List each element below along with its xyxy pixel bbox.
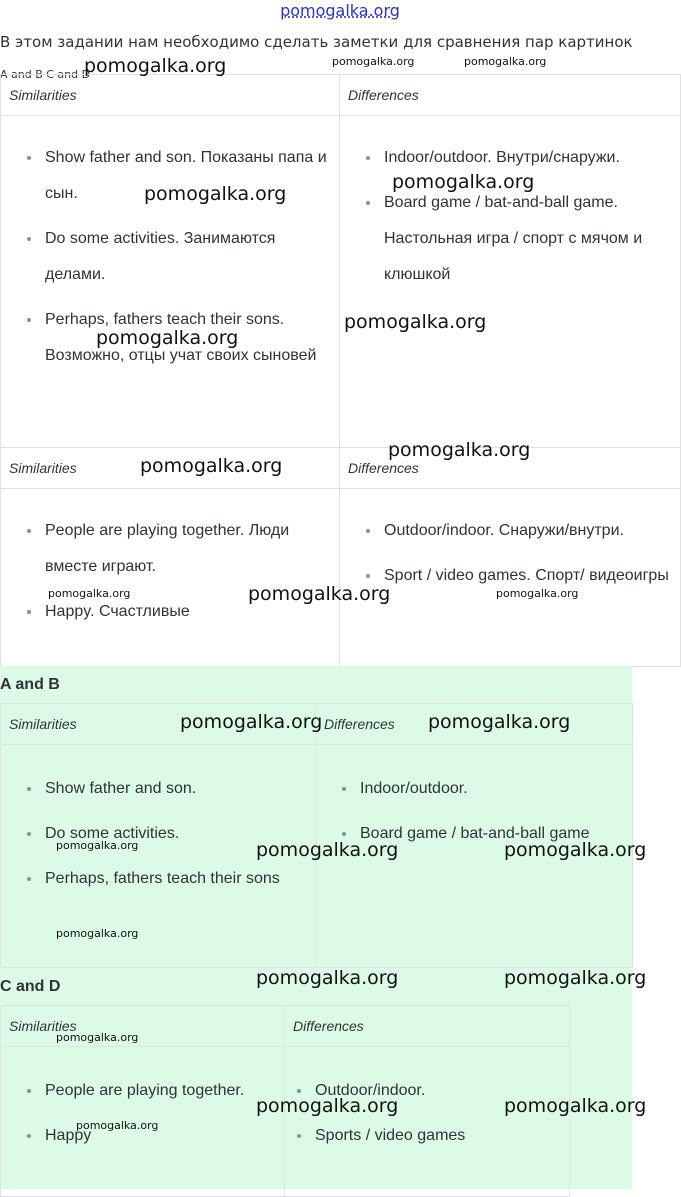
- list-item: People are playing together.: [45, 1073, 284, 1109]
- differences-cell: [340, 489, 681, 667]
- watermark: pomogalka.org: [504, 967, 647, 989]
- watermark: pomogalka.org: [464, 55, 547, 68]
- differences-header: Differences: [340, 75, 681, 116]
- watermark: pomogalka.org: [140, 455, 283, 477]
- watermark: pomogalka.org: [504, 839, 647, 861]
- list-item: People are playing together. Люди вместе играют.: [45, 513, 339, 585]
- comparison-table-a-b: [0, 703, 633, 968]
- list-item: Indoor/outdoor.: [360, 771, 632, 807]
- watermark: pomogalka.org: [84, 55, 227, 77]
- list-item: Board game / bat-and-ball game: [360, 816, 632, 852]
- comparison-table-c-d: [0, 1005, 570, 1197]
- list-item: Sport / video games. Спорт/ видеоигры: [384, 558, 680, 594]
- watermark: pomogalka.org: [248, 583, 391, 605]
- intro-text: В этом задании нам необходимо сделать заметки для сравнения пар картинок: [0, 33, 633, 51]
- list-item: Show father and son. Показаны папа и сын.: [45, 140, 339, 212]
- differences-header: Differences: [340, 448, 681, 489]
- similarities-cell: [1, 1047, 285, 1197]
- comparison-table-2: [0, 447, 681, 667]
- watermark: pomogalka.org: [56, 927, 139, 940]
- differences-cell: [316, 745, 633, 968]
- watermark: pomogalka.org: [388, 439, 531, 461]
- watermark: pomogalka.org: [256, 1095, 399, 1117]
- watermark: pomogalka.org: [180, 711, 323, 733]
- similarities-header: Similarities: [1, 448, 340, 489]
- list-item: Perhaps, fathers teach their sons: [45, 861, 315, 897]
- watermark: pomogalka.org: [56, 1031, 139, 1044]
- list-item: Happy. Счастливые: [45, 594, 339, 630]
- watermark: pomogalka.org: [392, 171, 535, 193]
- differences-header: Differences: [316, 704, 633, 745]
- site-link[interactable]: pomogalka.org: [280, 1, 400, 20]
- watermark: pomogalka.org: [56, 839, 139, 852]
- list-item: Outdoor/indoor.: [315, 1073, 569, 1109]
- list-item: Indoor/outdoor. Внутри/снаружи.: [384, 140, 680, 176]
- watermark: pomogalka.org: [256, 839, 399, 861]
- list-item: Show father and son.: [45, 771, 315, 807]
- watermark: pomogalka.org: [48, 587, 131, 600]
- differences-cell: [340, 116, 681, 448]
- list-item: Do some activities.: [45, 816, 315, 852]
- watermark: pomogalka.org: [96, 327, 239, 349]
- list-item: Outdoor/indoor. Снаружи/внутри.: [384, 513, 680, 549]
- watermark: pomogalka.org: [344, 311, 487, 333]
- cut-off-line: A and B C and D: [0, 68, 91, 81]
- list-item: Sports / video games: [315, 1118, 569, 1154]
- similarities-cell: [1, 745, 316, 968]
- similarities-header: Similarities: [1, 704, 316, 745]
- similarities-cell: [1, 489, 340, 667]
- differences-cell: [285, 1047, 570, 1197]
- list-item: Perhaps, fathers teach their sons. Возможно, отцы учат своих сыновей: [45, 302, 339, 374]
- list-item: Happy: [45, 1118, 284, 1154]
- list-item: Do some activities. Занимаются делами.: [45, 221, 339, 293]
- comparison-table-1: [0, 74, 681, 448]
- differences-header: Differences: [285, 1006, 570, 1047]
- similarities-header: Similarities: [1, 1006, 285, 1047]
- watermark: pomogalka.org: [332, 55, 415, 68]
- similarities-cell: [1, 116, 340, 448]
- similarities-header: Similarities: [1, 75, 340, 116]
- watermark: pomogalka.org: [428, 711, 571, 733]
- section-heading-c-d: C and D: [0, 978, 61, 995]
- section-heading-a-b: A and B: [0, 676, 60, 693]
- watermark: pomogalka.org: [496, 587, 579, 600]
- watermark: pomogalka.org: [76, 1119, 159, 1132]
- list-item: Board game / bat-and-ball game. Настольная игра / спорт с мячом и клюшкой: [384, 185, 680, 293]
- watermark: pomogalka.org: [144, 183, 287, 205]
- watermark: pomogalka.org: [256, 967, 399, 989]
- watermark: pomogalka.org: [504, 1095, 647, 1117]
